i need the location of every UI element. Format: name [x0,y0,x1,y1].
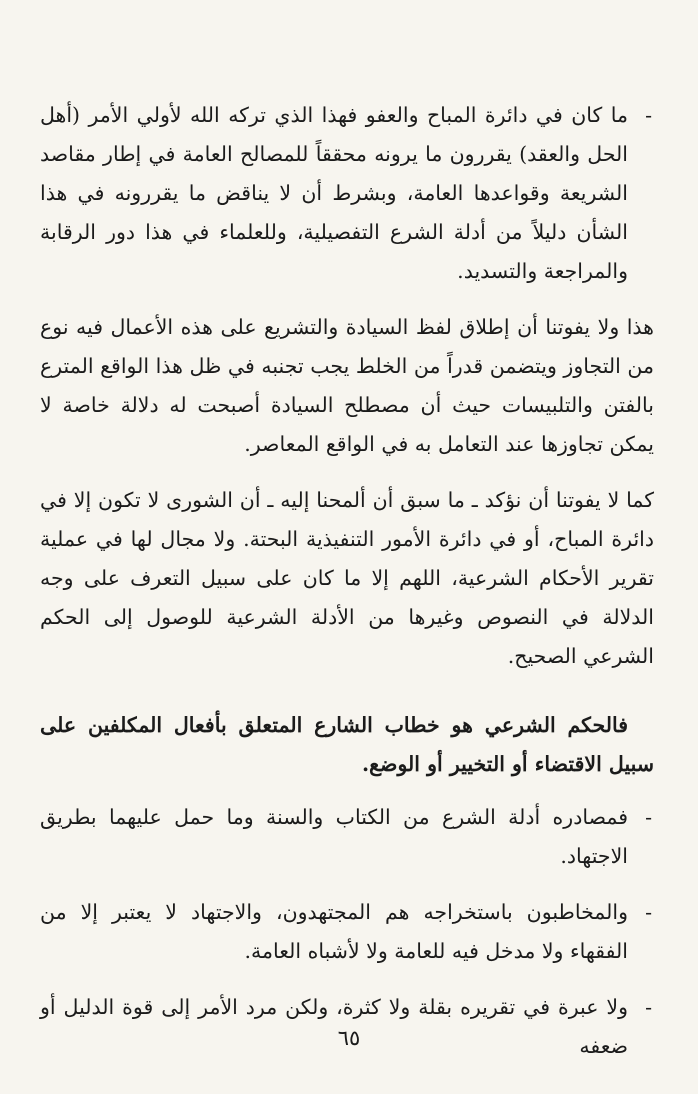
paragraph-3: كما لا يفوتنا أن نؤكد ـ ما سبق أن ألمحنا إليه ـ أن الشورى لا تكون إلا في دائرة المباح، أو في دائرة الأمور التنفيذية البحتة. ولا مجال لها في عملية تقرير الأحكام الشرعية، اللهم إلا ما كان على سبيل التعرف على وجه الدلالة في النصوص وغيرها من الأدلة الشرعية للوصول إلى الحكم الشرعي الصحيح. [40,488,654,668]
bold-definition-paragraph: فالحكم الشرعي هو خطاب الشارع المتعلق بأفعال المكلفين على سبيل الاقتضاء أو التخيير أو الوضع. [40,713,654,776]
paragraph-5: - فمصادره أدلة الشرع من الكتاب والسنة وما حمل عليهما بطريق الاجتهاد. [40,798,654,876]
paragraph-1: - ما كان في دائرة المباح والعفو فهذا الذي تركه الله لأولي الأمر (أهل الحل والعقد) يقررون ما يرونه محققاً للمصالح العامة في إطار مقاصد الشريعة وقواعدها العامة، وبشرط أن لا يناقض ما يقررونه في هذا الشأن دليلاً من أدلة الشرع التفصيلية، وللعلماء في هذا دور الرقابة والمراجعة والتسديد. [40,96,654,291]
paragraph-7: - ولا عبرة في تقريره بقلة ولا كثرة، ولكن مرد الأمر إلى قوة الدليل أو ضعفه [40,988,654,1066]
page-number: ٦٥ [337,1026,361,1050]
paragraph-2: هذا ولا يفوتنا أن إطلاق لفظ السيادة والتشريع على هذه الأعمال فيه نوع من التجاوز ويتضمن قدراً من الخلط يجب تجنبه في ظل هذا الواقع المترع بالفتن والتلبيسات حيث أن مصطلح السيادة أصبحت له دلالة خاصة لا يمكن تجاوزها عند التعامل به في الواقع المعاصر. [40,315,654,456]
paragraph-6: - والمخاطبون باستخراجه هم المجتهدون، والاجتهاد لا يعتبر إلا من الفقهاء ولا مدخل فيه للعامة ولا لأشباه العامة. [40,893,654,971]
